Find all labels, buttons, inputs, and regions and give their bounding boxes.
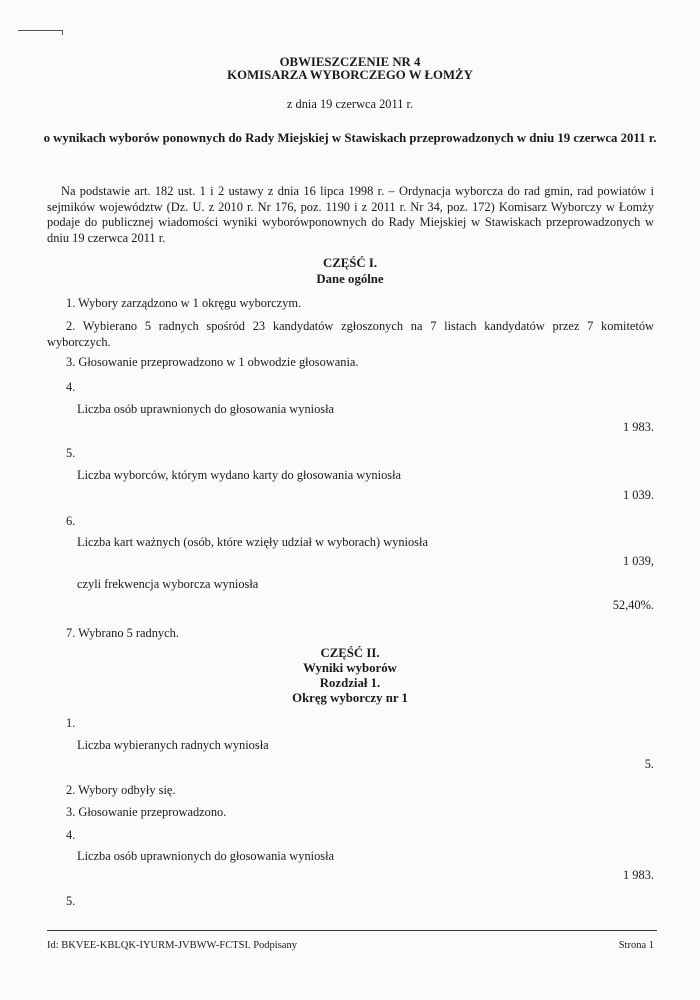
part2-heading: CZĘŚĆ II. xyxy=(320,646,380,660)
part1-turnout-label: czyli frekwencja wyborcza wyniosła xyxy=(77,577,259,591)
part2-item4-value: 1 983. xyxy=(623,868,654,882)
part2-item4-number: 4. xyxy=(66,828,76,842)
document-title-line1: OBWIESZCZENIE NR 4 xyxy=(279,55,421,69)
document-title-line2: KOMISARZA WYBORCZEGO W ŁOMŻY xyxy=(227,68,473,82)
part1-heading: CZĘŚĆ I. xyxy=(322,256,378,270)
part2-item3: 3. Głosowanie przeprowadzono. xyxy=(66,805,227,819)
part1-item4-number: 4. xyxy=(66,380,76,394)
part1-item5-label: Liczba wyborców, którym wydano karty do głosowania wyniosła xyxy=(77,468,402,482)
document-date: z dnia 19 czerwca 2011 r. xyxy=(286,97,414,111)
part1-item2: 2. Wybierano 5 radnych spośród 23 kandydatów zgłoszonych na 7 listach kandydatów przez 7 komitetów wyborczych. xyxy=(47,319,654,349)
part2-district: Okręg wyborczy nr 1 xyxy=(292,691,408,705)
part1-item5-number: 5. xyxy=(66,446,76,460)
part2-item1-label: Liczba wybieranych radnych wyniosła xyxy=(77,738,269,752)
part1-item6-label: Liczba kart ważnych (osób, które wzięły udział w wyborach) wyniosła xyxy=(77,535,428,549)
part1-turnout-value: 52,40%. xyxy=(612,598,654,612)
part1-item4-label: Liczba osób uprawnionych do głosowania wyniosła xyxy=(77,402,335,416)
part2-subheading: Wyniki wyborów xyxy=(303,661,397,675)
footer-document-id: Id: BKVEE-KBLQK-IYURM-JVBWW-FCTSI. Podpisany xyxy=(47,940,297,951)
intro-paragraph: Na podstawie art. 182 ust. 1 i 2 ustawy z dnia 16 lipca 1998 r. – Ordynacja wyborcza do rad gmin, rad powiatów i sejmików województw (Dz. U. z 2010 r. Nr 176, poz. 1190 i z 2011 r. Nr 34, poz. 172) Komisarz Wyborczy w Łomży podaje do publicznej wiadomości wyniki wyborówponownych do Rady Miejskiej w Stawiskach przeprowadzonych w dniu 19 czerwca 2011 r. xyxy=(47,184,654,245)
part1-item6-value: 1 039, xyxy=(623,554,654,568)
footer-divider xyxy=(47,930,657,931)
scan-corner-mark xyxy=(18,30,63,35)
part2-item1-number: 1. xyxy=(66,716,76,730)
part1-item3: 3. Głosowanie przeprowadzono w 1 obwodzie głosowania. xyxy=(66,355,359,369)
part1-item5-value: 1 039. xyxy=(623,488,654,502)
part1-item1: 1. Wybory zarządzono w 1 okręgu wyborczym. xyxy=(66,296,302,310)
part1-item6-number: 6. xyxy=(66,514,76,528)
part2-item4-label: Liczba osób uprawnionych do głosowania wyniosła xyxy=(77,849,335,863)
document-subject: o wynikach wyborów ponownych do Rady Miejskiej w Stawiskach przeprowadzonych w dniu 19 czerwca 2011 r. xyxy=(43,131,657,145)
part2-item1-value: 5. xyxy=(644,757,654,771)
part2-chapter: Rozdział 1. xyxy=(319,676,381,690)
part1-item7: 7. Wybrano 5 radnych. xyxy=(66,626,179,640)
part2-item2: 2. Wybory odbyły się. xyxy=(66,783,176,797)
footer-page-number: Strona 1 xyxy=(618,940,654,951)
part2-item5-number: 5. xyxy=(66,894,76,908)
part1-item4-value: 1 983. xyxy=(623,420,654,434)
part1-subheading: Dane ogólne xyxy=(316,272,384,286)
